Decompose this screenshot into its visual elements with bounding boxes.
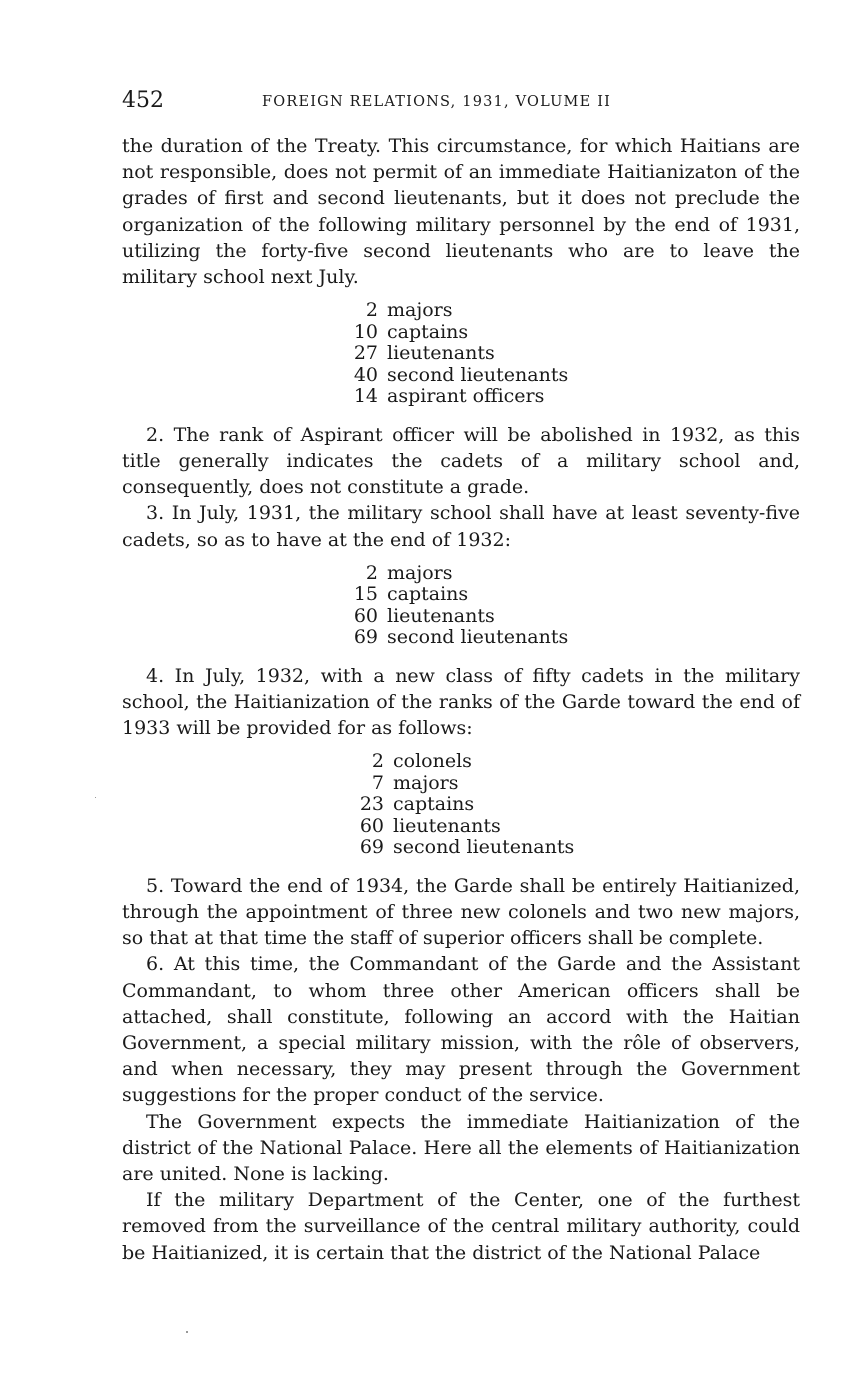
list-rank: majors — [387, 561, 453, 584]
list-rank: captains — [393, 793, 475, 816]
list-count: 60 — [353, 604, 378, 627]
list-count: 27 — [353, 342, 378, 365]
list-rank: lieutenants — [387, 604, 495, 627]
paragraph-palace: The Government expects the immediate Haitianization of the district of the National Palace. Here all the elements of Haitianization are united. None is lacking. — [122, 1110, 800, 1186]
list-count: 2 — [371, 750, 384, 773]
list-item — [348, 584, 800, 606]
list-rank: majors — [393, 771, 459, 794]
personnel-list-1931 — [348, 300, 800, 408]
paragraph-item-3: 3. In July, 1931, the military school shall have at least seventy-five cadets, so as to have at the end of 1932: — [122, 502, 800, 551]
list-rank: lieutenants — [387, 342, 495, 365]
list-item — [354, 751, 800, 773]
list-count: 14 — [353, 385, 378, 408]
list-item — [354, 837, 800, 859]
list-item — [354, 816, 800, 838]
paragraph-continuation: the duration of the Treaty. This circumstance, for which Haitians are not responsible, does not permit of an immediate Haitianizaton of the grades of first and second lieutenants, but it does not preclude the organization of the following military personnel by the end of 1931, utilizing the forty-five second lieutenants who are to leave the military school next July. — [122, 135, 800, 289]
page-body — [122, 133, 800, 1266]
page-number: 452 — [122, 88, 164, 113]
list-rank: second lieutenants — [393, 836, 575, 859]
list-count: 23 — [359, 793, 384, 816]
list-rank: lieutenants — [393, 814, 501, 837]
list-item — [354, 773, 800, 795]
list-count: 7 — [371, 771, 384, 794]
list-count: 2 — [365, 299, 378, 322]
list-rank: second lieutenants — [387, 363, 569, 386]
list-rank: colonels — [393, 750, 472, 773]
list-rank: aspirant officers — [387, 385, 545, 408]
paragraph-item-2: 2. The rank of Aspirant officer will be abolished in 1932, as this title generally indicates the cadets of a military school and, consequently, does not constitute a grade. — [122, 423, 800, 499]
list-count: 15 — [353, 583, 378, 606]
list-item — [348, 606, 800, 628]
personnel-list-1932 — [348, 563, 800, 649]
list-count: 60 — [359, 814, 384, 837]
list-item — [348, 563, 800, 585]
list-count: 2 — [365, 561, 378, 584]
list-item — [348, 386, 800, 408]
list-rank: second lieutenants — [387, 626, 569, 649]
list-item — [348, 343, 800, 365]
personnel-list-1933 — [354, 751, 800, 859]
list-rank: captains — [387, 320, 469, 343]
running-head: FOREIGN RELATIONS, 1931, VOLUME II — [262, 94, 612, 110]
list-item — [354, 794, 800, 816]
list-item — [348, 627, 800, 649]
list-count: 40 — [353, 363, 378, 386]
paragraph-item-6: 6. At this time, the Commandant of the Garde and the Assistant Commandant, to whom three other American officers shall be attached, shall constitute, following an accord with the Haitian Government, a special military mission, with the rôle of observers, and when necessary, they may present through the Government suggestions for the proper conduct of the service. — [122, 953, 800, 1107]
list-item — [348, 365, 800, 387]
list-rank: captains — [387, 583, 469, 606]
scan-speck — [95, 797, 96, 798]
list-item — [348, 322, 800, 344]
paragraph-item-4: 4. In July, 1932, with a new class of fifty cadets in the military school, the Haitianization of the ranks of the Garde toward the end of 1933 will be provided for as follows: — [122, 664, 800, 740]
page-header — [122, 88, 802, 118]
paragraph-item-5: 5. Toward the end of 1934, the Garde shall be entirely Haitianized, through the appointment of three new colonels and two new majors, so that at that time the staff of superior officers shall be complete. — [122, 874, 800, 950]
list-item — [348, 300, 800, 322]
list-count: 10 — [353, 320, 378, 343]
paragraph-center-department: If the military Department of the Center, one of the furthest removed from the surveillance of the central military authority, could be Haitianized, it is certain that the district of the National Palace — [122, 1189, 800, 1264]
scan-speck — [186, 1331, 188, 1333]
list-count: 69 — [353, 626, 378, 649]
list-rank: majors — [387, 299, 453, 322]
list-count: 69 — [359, 836, 384, 859]
